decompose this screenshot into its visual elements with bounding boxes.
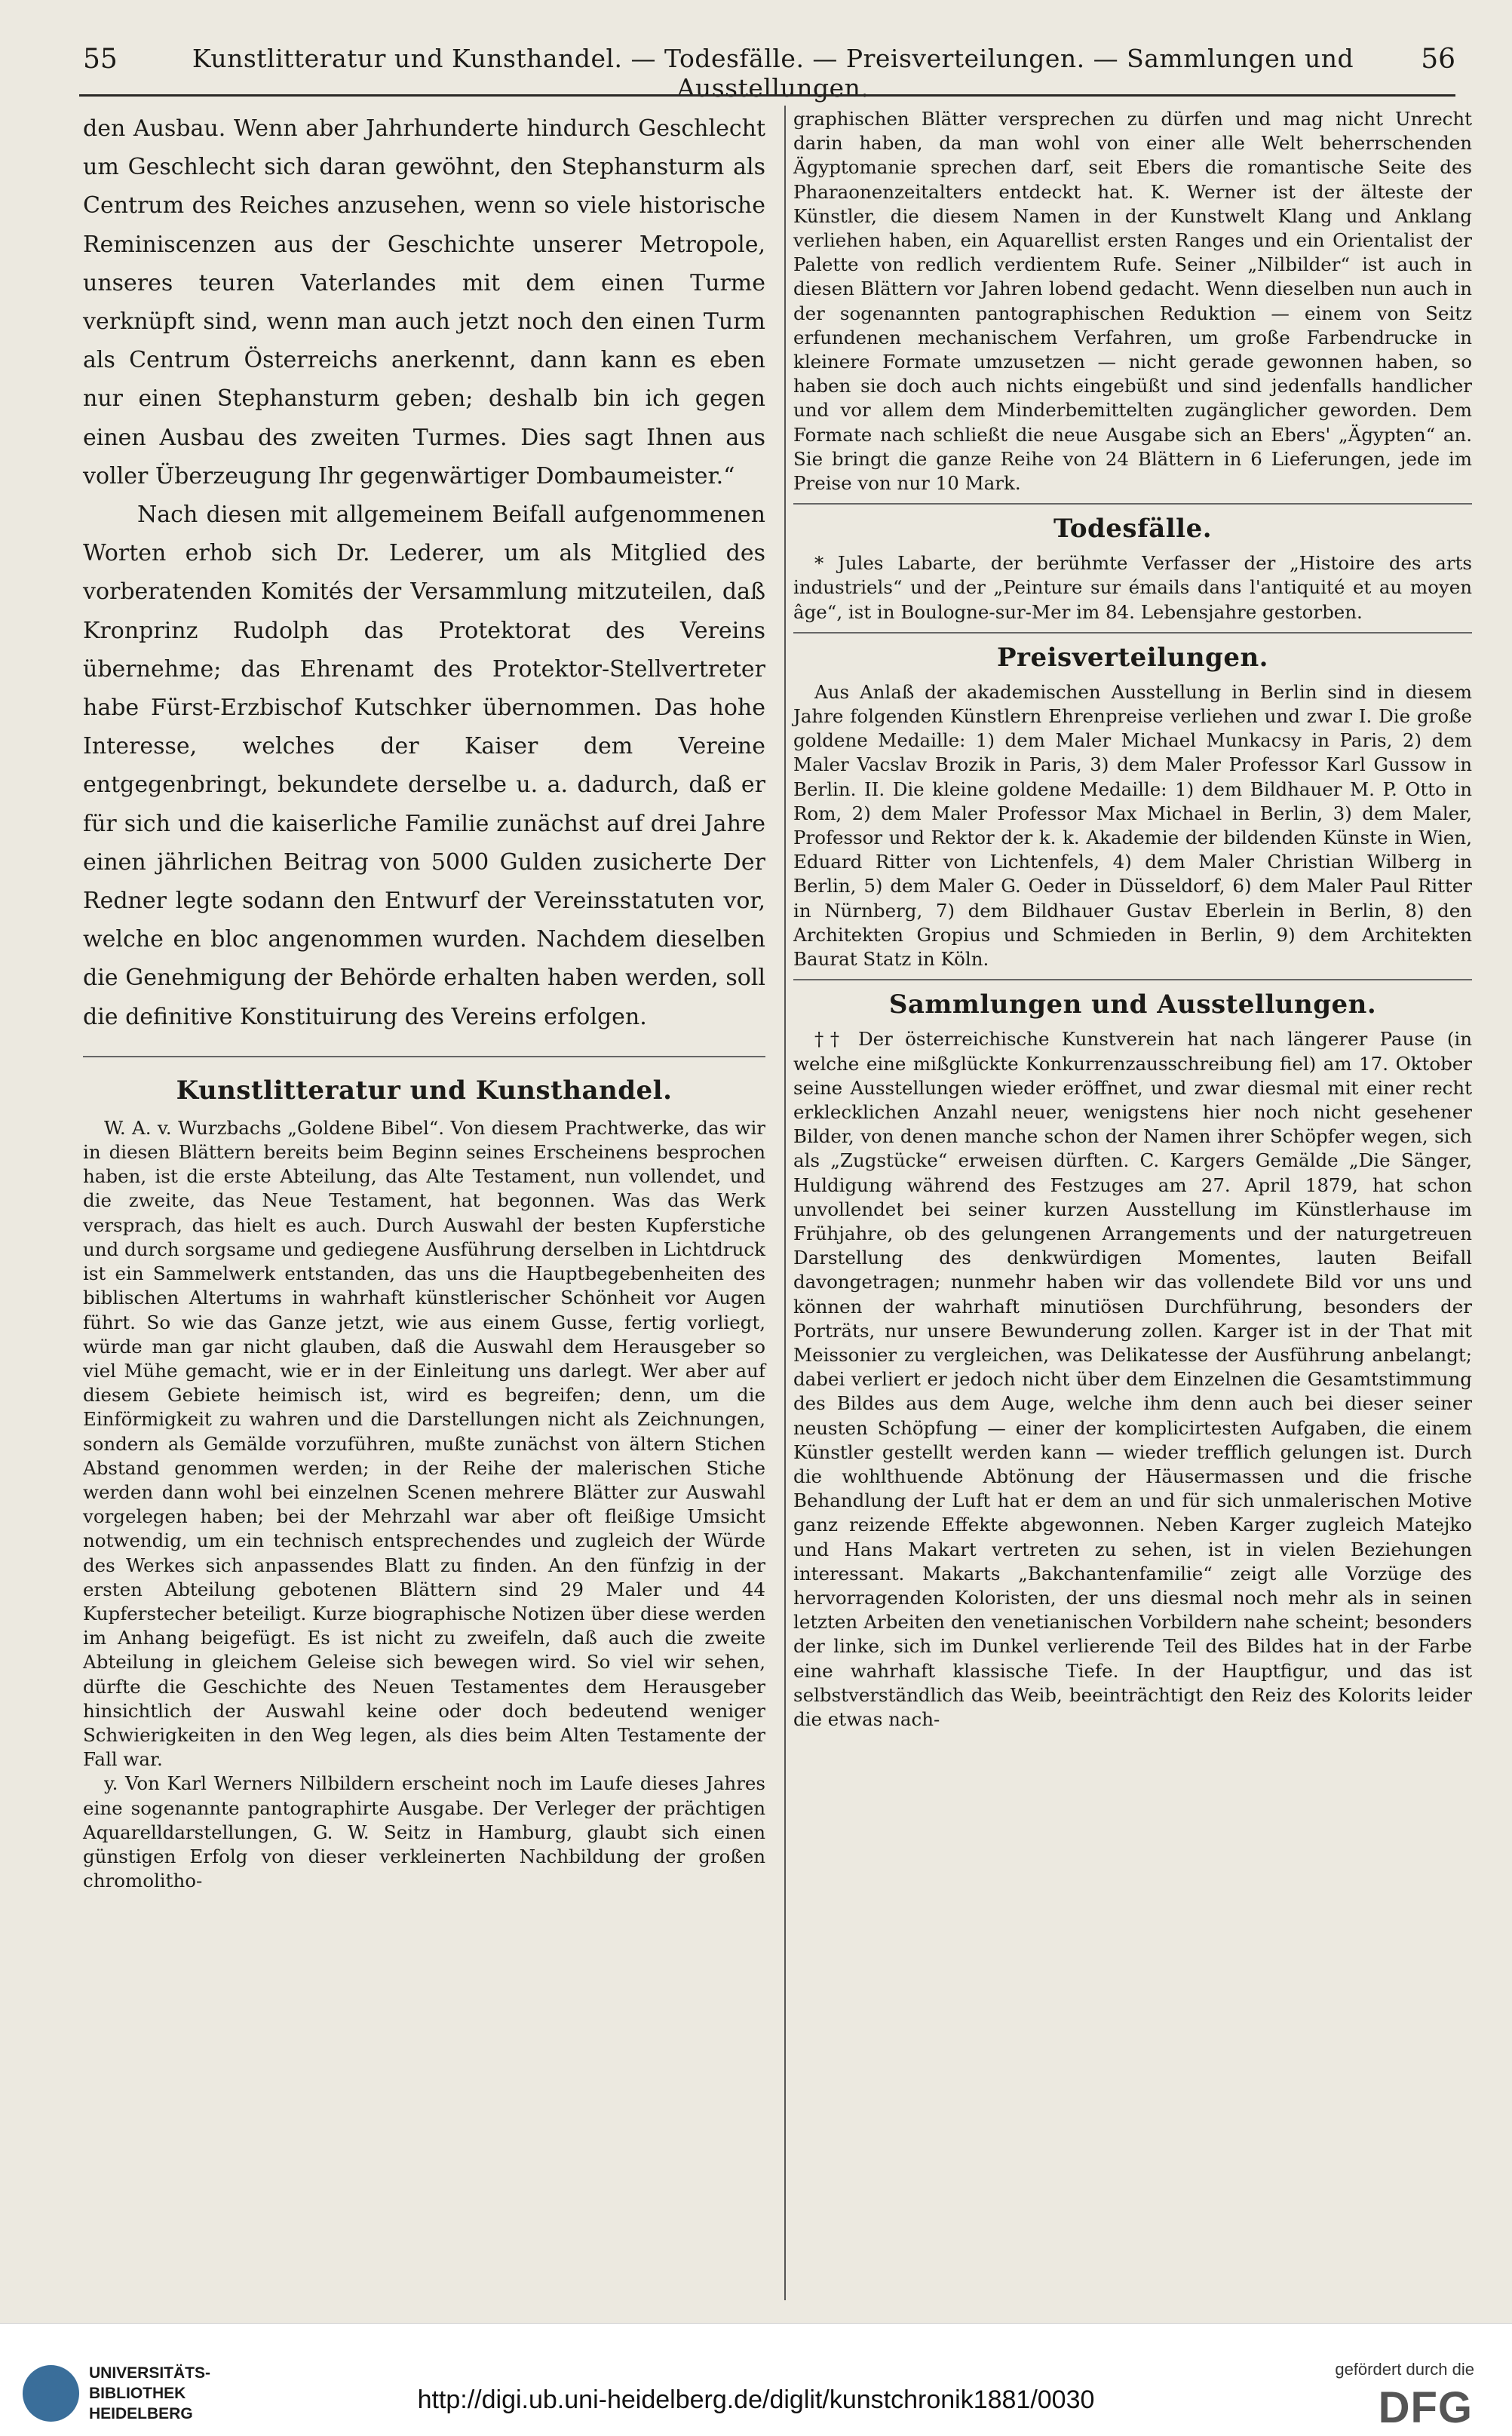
running-title: Kunstlitteratur und Kunsthandel. — Todesfälle. — Preisverteilungen. — Sammlungen und Ausstellungen. — [192, 44, 1354, 103]
section-rule — [83, 1056, 765, 1057]
section-rule — [793, 979, 1472, 980]
article-continuation: graphischen Blätter versprechen zu dürfen und mag nicht Unrecht darin haben, da man wohl von einer alle Welt beherrschenden Ägyptomanie sprechen darf, seit Ebers die romantische Seite des Pharaonenzeitalters entdeckt hat. K. Werner ist der älteste der Künstler, die diesem Namen in der Kunstwelt Klang und Anklang verliehen haben, ein Aquarellist ersten Ranges und ein Orientalist der Palette von redlich verdientem Rufe. Seiner „Nilbilder“ ist auch in diesen Blättern vor Jahren lobend gedacht. Wenn dieselben nun auch in der sogenannten pantographischen Reduktion — einem von Seitz erfundenen mechanischem Verfahren, um große Farbendrucke in kleinere Formate umzusetzen — nicht gerade gewonnen haben, so haben sie doch auch nichts eingebüßt und sind jedenfalls handlicher und vor allem dem Minderbemittelten zugänglicher geworden. Dem Formate nach schließt die neue Ausgabe sich an Ebers' „Ägypten“ an. Sie bringt die ganze Reihe von 24 Blättern in 6 Lieferungen, jede im Preise von nur 10 Mark. — [793, 108, 1472, 495]
section-rule — [793, 503, 1472, 505]
section-title-todesfaelle: Todesfälle. — [1053, 514, 1213, 545]
right-column — [793, 107, 1472, 1732]
source-url-link[interactable]: http://digi.ub.uni-heidelberg.de/diglit/kunstchronik1881/0030 — [417, 2385, 1095, 2414]
running-header — [75, 36, 1455, 103]
funding-caption: gefördert durch die — [1335, 2360, 1474, 2379]
page-number-left: 55 — [83, 44, 118, 75]
awards-paragraph: Aus Anlaß der akademischen Ausstellung in Berlin sind in diesem Jahre folgenden Künstlern Ehrenpreise verliehen und zwar I. Die große goldene Medaille: 1) dem Maler Michael Munkacsy in Paris, 2) dem Maler Vacslav Brozik in Paris, 3) dem Maler Professor Karl Gussow in Berlin. II. Die kleine goldene Medaille: 1) dem Bildhauer M. P. Otto in Rom, 2) dem Maler Professor Max Michael in Berlin, 3) dem Maler, Professor und Rektor der k. k. Akademie der bildenden Künste in Wien, Eduard Ritter von Lichtenfels, 4) dem Maler Christian Wilberg in Berlin, 5) dem Maler G. Oeder in Düsseldorf, 6) dem Maler Paul Ritter in Nürnberg, 7) dem Bildhauer Gustav Eberlein in Berlin, 8) den Architekten Gropius und Schmieden in Berlin, 9) dem Architekten Baurat Statz in Köln. — [793, 680, 1472, 971]
header-rule — [79, 94, 1455, 97]
section-title-kunstlitteratur: Kunstlitteratur und Kunsthandel. — [176, 1075, 673, 1106]
column-divider — [784, 106, 786, 2300]
section-title-sammlungen: Sammlungen und Ausstellungen. — [888, 989, 1377, 1020]
library-name: UNIVERSITÄTS- BIBLIOTHEK HEIDELBERG — [89, 2364, 211, 2422]
left-column — [83, 109, 765, 1893]
section-title-preisverteilungen: Preisverteilungen. — [996, 642, 1269, 673]
dfg-logo: DFG — [1378, 2383, 1473, 2432]
article-paragraph: W. A. v. Wurzbachs „Goldene Bibel“. Von diesem Prachtwerke, das wir in diesen Blättern bereits beim Beginn seines Erscheinens besprochen haben, ist die erste Abteilung, das Alte Testament, nun vollendet, und die zweite, das Neue Testament, hat begonnen. Was das Werk versprach, das hielt es auch. Durch Auswahl der besten Kupferstiche und durch sorgsame und gediegene Ausführung derselben in Lichtdruck ist ein Sammelwerk entstanden, das uns die Hauptbegebenheiten des biblischen Altertums in wahrhaft künstlerischer Schönheit vor Augen führt. So wie das Ganze jetzt, wie aus einem Gusse, fertig vorliegt, würde man gar nicht glauben, daß die Auswahl dem Herausgeber so viel Mühe gemacht, wie er in der Einleitung uns darlegt. Wer aber auf diesem Gebiete heimisch ist, wird es begreifen; denn, um die Einförmigkeit zu wahren und die Darstellungen nicht als Zeichnungen, sondern als Gemälde vorzuführen, mußte zunächst von ältern Stichen Abstand genommen werden; in der Reihe der malerischen Stiche werden dann wohl bei einzelnen Scenen mehrere Blätter zur Auswahl vorgelegen haben; bei der Mehrzahl war aber oft fleißige Umsicht notwendig, um ein technisch entsprechendes und zugleich der Würde des Werkes sich anpassendes Blatt zu finden. An den fünfzig in der ersten Abteilung gebotenen Blättern sind 29 Maler und 44 Kupferstecher beteiligt. Kurze biographische Notizen über diese werden im Anhang beigefügt. Es ist nicht zu zweifeln, daß auch die zweite Abteilung in gleichem Geleise sich bewegen wird. So viel wir sehen, dürfte die Geschichte des Neuen Testamentes dem Herausgeber hinsichtlich der Auswahl keine oder doch bedeutend weniger Schwierigkeiten in den Weg legen, als dies beim Alten Testamente der Fall war. — [83, 1116, 765, 1771]
digitization-footer — [0, 2323, 1512, 2436]
body-paragraph: den Ausbau. Wenn aber Jahrhunderte hindurch Geschlecht um Geschlecht sich daran gewöhnt, den Stephansturm als Centrum des Reiches anzusehen, wenn so viele historische Reminiscenzen aus der Geschichte unserer Metropole, unseres teuren Vaterlandes mit dem einen Turme verknüpft sind, wenn man auch jetzt noch den einen Turm als Centrum Österreichs anerkennt, dann kann es eben nur einen Stephansturm geben; deshalb bin ich gegen einen Ausbau des zweiten Turmes. Dies sagt Ihnen aus voller Überzeugung Ihr gegenwärtiger Dombaumeister.“ — [83, 115, 765, 489]
page-number-right: 56 — [1421, 44, 1455, 75]
exhibition-paragraph: †† Der österreichische Kunstverein hat nach längerer Pause (in welche eine mißglückte Konkurrenzausschreibung fiel) am 17. Oktober seine Ausstellungen wieder eröffnet, und zwar diesmal mit einer recht erklecklichen Anzahl neuer, wenigstens hier noch nicht gesehener Bilder, von denen manche schon der Namen ihrer Schöpfer wegen, sich als „Zugstücke“ erweisen dürften. C. Kargers Gemälde „Die Sänger, Huldigung während des Festzuges am 27. April 1879, hat schon unvollendet bei seiner kurzen Ausstellung im Künstlerhause im Frühjahre, ob des gelungenen Arrangements und der naturgetreuen Darstellung des denkwürdigen Momentes, lauten Beifall davongetragen; nunmehr haben wir das vollendete Bild vor uns und können der wahrhaft minutiösen Durchführung, besonders der Porträts, nur unsere Bewunderung zollen. Karger ist in der That mit Meissonier zu vergleichen, was Delikatesse der Ausführung anbelangt; dabei verliert er jedoch nicht über dem Einzelnen die Gesamtstimmung des Bildes aus dem Auge, welche ihm denn auch bei dieser seiner neusten Schöpfung — einer der komplicirtesten Aufgaben, die einem Künstler gestellt werden kann — wieder trefflich gelungen ist. Durch die wohlthuende Abtönung der Häusermassen und die frische Behandlung der Luft hat er dem an und für sich unmalerischen Motive ganz reizende Effekte abgewonnen. Neben Karger zugleich Matejko und Hans Makart vertreten zu sehen, ist in vielen Beziehungen interessant. Makarts „Bakchantenfamilie“ zeigt alle Vorzüge des hervorragenden Koloristen, der uns diesmal noch mehr als in seinen letzten Arbeiten den venetianischen Vorbildern nahe scheint; besonders der linke, sich im Dunkel verlierende Teil des Bildes hat in der Farbe eine wahrhaft klassische Tiefe. In der Hauptfigur, und das ist selbstverständlich das Weib, beeinträchtigt den Reiz des Kolorits leider die etwas nach- — [793, 1028, 1472, 1730]
section-rule — [793, 632, 1472, 634]
obituary-paragraph: * Jules Labarte, der berühmte Verfasser der „Histoire des arts industriels“ und der „Peinture sur émails dans l'antiquité et au moyen âge“, ist in Boulogne-sur-Mer im 84. Lebensjahre gestorben. — [793, 552, 1472, 623]
body-paragraph: Nach diesen mit allgemeinem Beifall aufgenommenen Worten erhob sich Dr. Lederer, um als Mitglied des vorberatenden Komités der Versammlung mitzuteilen, daß Kronprinz Rudolph das Protektorat des Vereins übernehme; das Ehrenamt des Protektor-Stellvertreter habe Fürst-Erzbischof Kutschker übernommen. Das hohe Interesse, welches der Kaiser dem Vereine entgegenbringt, bekundete derselbe u. a. dadurch, daß er für sich und die kaiserliche Familie zunächst auf drei Jahre einen jährlichen Beitrag von 5000 Gulden zusicherte Der Redner legte sodann den Entwurf der Vereinsstatuten vor, welche en bloc angenommen wurden. Nachdem dieselben die Genehmigung der Behörde erhalten haben werden, soll die definitive Konstituirung des Vereins erfolgen. — [83, 502, 765, 1030]
article-paragraph: y. Von Karl Werners Nilbildern erscheint noch im Laufe dieses Jahres eine sogenannte pantographirte Ausgabe. Der Verleger der prächtigen Aquarelldarstellungen, G. W. Seitz in Hamburg, glaubt sich einen günstigen Erfolg von dieser verkleinerten Nachbildung der großen chromolitho- — [83, 1772, 765, 1892]
